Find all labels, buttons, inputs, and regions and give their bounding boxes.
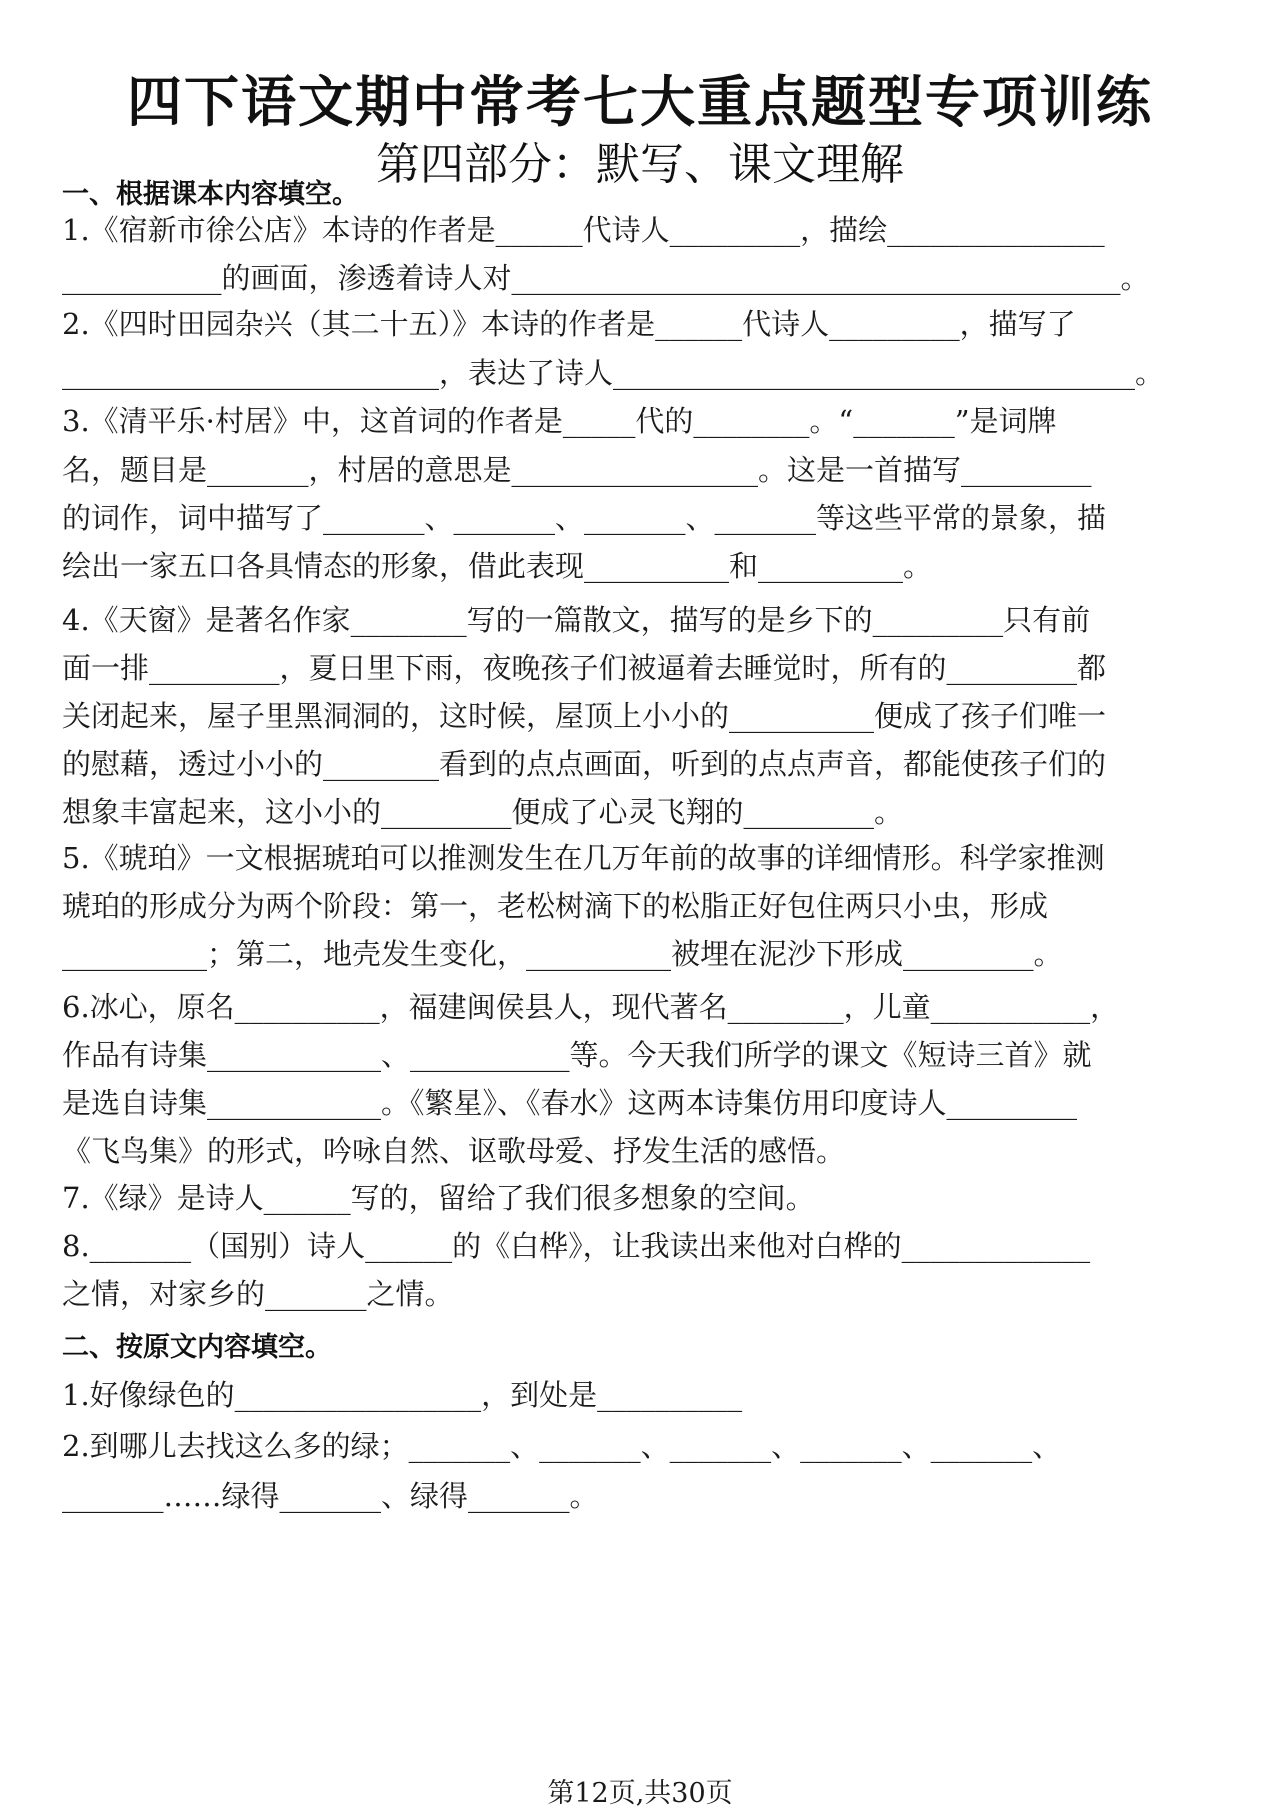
page-footer: 第12页,共30页 — [547, 1778, 733, 1809]
question-line: 《飞鸟集》的形式，吟咏自然、讴歌母爱、抒发生活的感悟。 — [62, 1134, 846, 1168]
question-line: 是选自诗集____________。《繁星》、《春水》这两本诗集仿用印度诗人_________ — [62, 1086, 1078, 1120]
question-line: 6.冰心，原名__________，福建闽侯县人，现代著名________，儿童___________， — [62, 990, 1120, 1024]
question-line: 8._______（国别）诗人______的《白桦》，让我读出来他对白桦的_____________ — [62, 1229, 1091, 1263]
question-line: 面一排_________，夏日里下雨，夜晚孩子们被逼着去睡觉时，所有的_________都 — [62, 651, 1107, 685]
question-line: 7.《绿》是诗人______写的，留给了我们很多想象的空间。 — [62, 1181, 815, 1215]
page-title: 四下语文期中常考七大重点题型专项训练 — [126, 70, 1153, 134]
question-line: 的词作，词中描写了_______、_______、_______、_______等这些平常的景象，描 — [62, 501, 1107, 535]
question-line: 想象丰富起来，这小小的_________便成了心灵飞翔的_________。 — [62, 795, 904, 829]
question-line: 之情，对家乡的_______之情。 — [62, 1277, 454, 1311]
question-line: 绘出一家五口各具情态的形象，借此表现__________和__________。 — [62, 549, 933, 583]
question-line: ___________的画面，渗透着诗人对__________________________________________。 — [62, 261, 1150, 295]
question-line: 1.《宿新市徐公店》本诗的作者是______代诗人_________，描绘_______________ — [62, 213, 1105, 247]
question-line: 2.《四时田园杂兴（其二十五）》本诗的作者是______代诗人_________，描写了 — [62, 307, 1076, 341]
page-subtitle: 第四部分：默写、课文理解 — [376, 139, 904, 190]
question-line: 4.《天窗》是著名作家________写的一篇散文，描写的是乡下的_________只有前 — [62, 603, 1091, 637]
question-line: __________________________，表达了诗人____________________________________。 — [62, 356, 1165, 390]
question-line: 名，题目是_______，村居的意思是_________________。这是一首描写_________ — [62, 453, 1092, 487]
question-line: 2.到哪儿去找这么多的绿；_______、_______、_______、_______、_______、 — [62, 1429, 1062, 1463]
question-line: __________；第二，地壳发生变化，__________被埋在泥沙下形成_________。 — [62, 937, 1063, 971]
question-line: 3.《清平乐·村居》中，这首词的作者是_____代的________。“_______”是词牌 — [62, 404, 1057, 438]
question-line: 关闭起来，屋子里黑洞洞的，这时候，屋顶上小小的__________便成了孩子们唯一 — [62, 699, 1107, 733]
question-line: 5.《琥珀》一文根据琥珀可以推测发生在几万年前的故事的详细情形。科学家推测 — [62, 841, 1105, 875]
question-line: 作品有诗集____________、___________等。今天我们所学的课文《短诗三首》就 — [62, 1038, 1092, 1072]
question-line: _______……绿得_______、绿得_______。 — [62, 1479, 599, 1513]
question-line: 1.好像绿色的_________________，到处是__________ — [62, 1378, 743, 1412]
section-heading-1: 一、根据课本内容填空。 — [62, 179, 359, 210]
question-line: 的慰藉，透过小小的________看到的点点画面，听到的点点声音，都能使孩子们的 — [62, 747, 1107, 781]
question-line: 琥珀的形成分为两个阶段：第一，老松树滴下的松脂正好包住两只小虫，形成 — [62, 889, 1049, 923]
section-heading-2: 二、按原文内容填空。 — [62, 1332, 332, 1363]
